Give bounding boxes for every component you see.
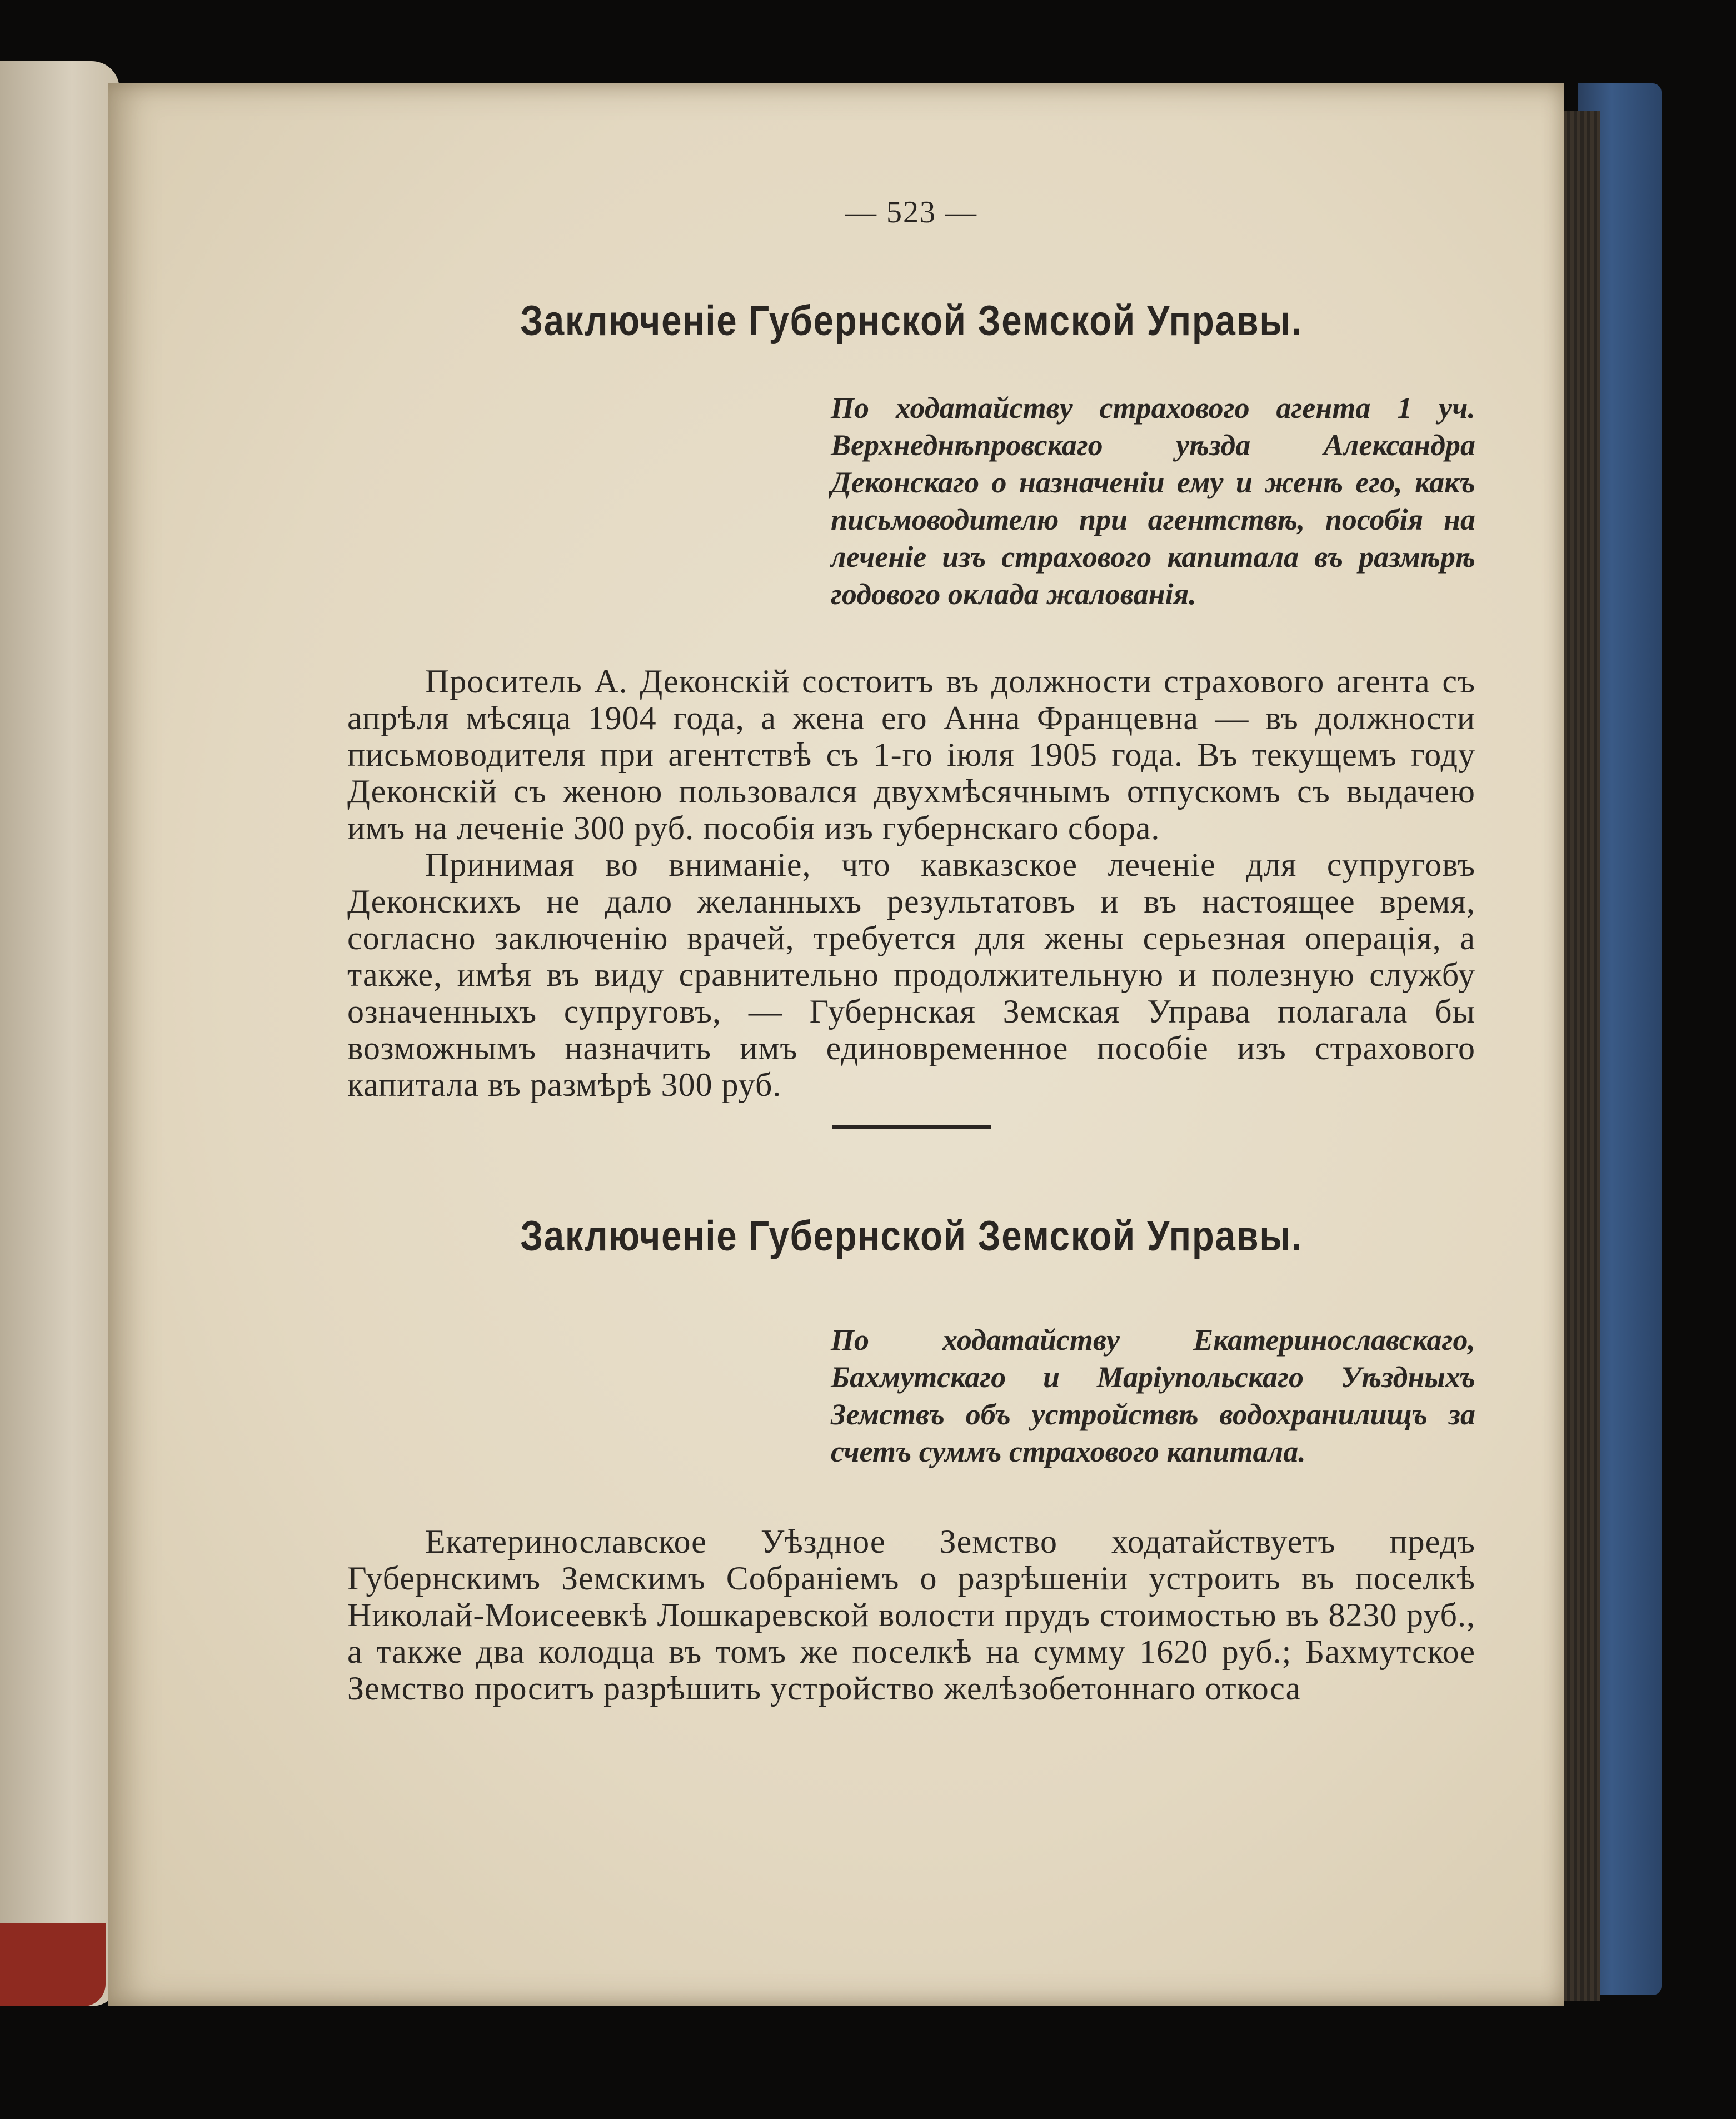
section-1-paragraph-2: Принимая во вниманіе, что кавказское леченіе для супруговъ Деконскихъ не дало желанныхъ результатовъ и въ настоящее время, согласно заключенію врачей, требуется для жены серьезная операція, а также, имѣя въ виду сравнительно продолжительную и полезную службу означенныхъ супруговъ, — Губернская Земская Управа полагала бы возможнымъ назначить имъ единовременное пособіе изъ страхового капитала въ размѣрѣ 300 руб.: [347, 846, 1475, 1103]
section-divider: [832, 1125, 991, 1129]
section-2-body: [347, 1523, 1475, 1707]
section-1-paragraph-1: Проситель А. Деконскій состоитъ въ должности страхового агента съ апрѣля мѣсяца 1904 года, а жена его Анна Францевна — въ должности письмоводителя при агентствѣ съ 1-го іюля 1905 года. Въ текущемъ году Деконскій съ женою пользовался двухмѣсячнымъ отпускомъ съ выдачею имъ на леченіе 300 руб. пособія изъ губернскаго сбора.: [347, 663, 1475, 846]
section-2: [347, 1212, 1475, 1707]
page-content: [347, 195, 1475, 1707]
section-2-heading: Заключеніе Губернской Земской Управы.: [520, 1213, 1303, 1260]
facing-page-edge: [0, 61, 119, 2006]
section-2-paragraph-1: Екатеринославское Уѣздное Земство ходатайствуетъ предъ Губернскимъ Земскимъ Собраніемъ о разрѣшеніи устроить въ поселкѣ Николай-Моисеевкѣ Лошкаревской волости прудъ стоимостью въ 8230 руб., а также два колодца въ томъ же поселкѣ на сумму 1620 руб.; Бахмутское Земство проситъ разрѣшить устройство желѣзобетоннаго откоса: [347, 1523, 1475, 1707]
section-1-body: [347, 663, 1475, 1103]
page-number: — 523 —: [845, 195, 977, 230]
facing-page-red-edge: [0, 1923, 106, 2006]
section-1: [347, 297, 1475, 1103]
section-1-summary: По ходатайству страхового агента 1 уч. Верхнеднѣпровскаго уѣзда Александра Деконскаго о назначеніи ему и женѣ его, какъ письмоводителю при агентствѣ, пособія на леченіе изъ страхового капитала въ размѣрѣ годового оклада жалованія.: [831, 391, 1475, 611]
book-page: [108, 83, 1564, 2006]
section-2-summary: По ходатайству Екатеринославскаго, Бахмутскаго и Маріупольскаго Уѣздныхъ Земствъ объ устройствѣ водохранилищъ за счетъ суммъ страхового капитала.: [831, 1323, 1475, 1468]
section-1-heading: Заключеніе Губернской Земской Управы.: [520, 297, 1303, 345]
